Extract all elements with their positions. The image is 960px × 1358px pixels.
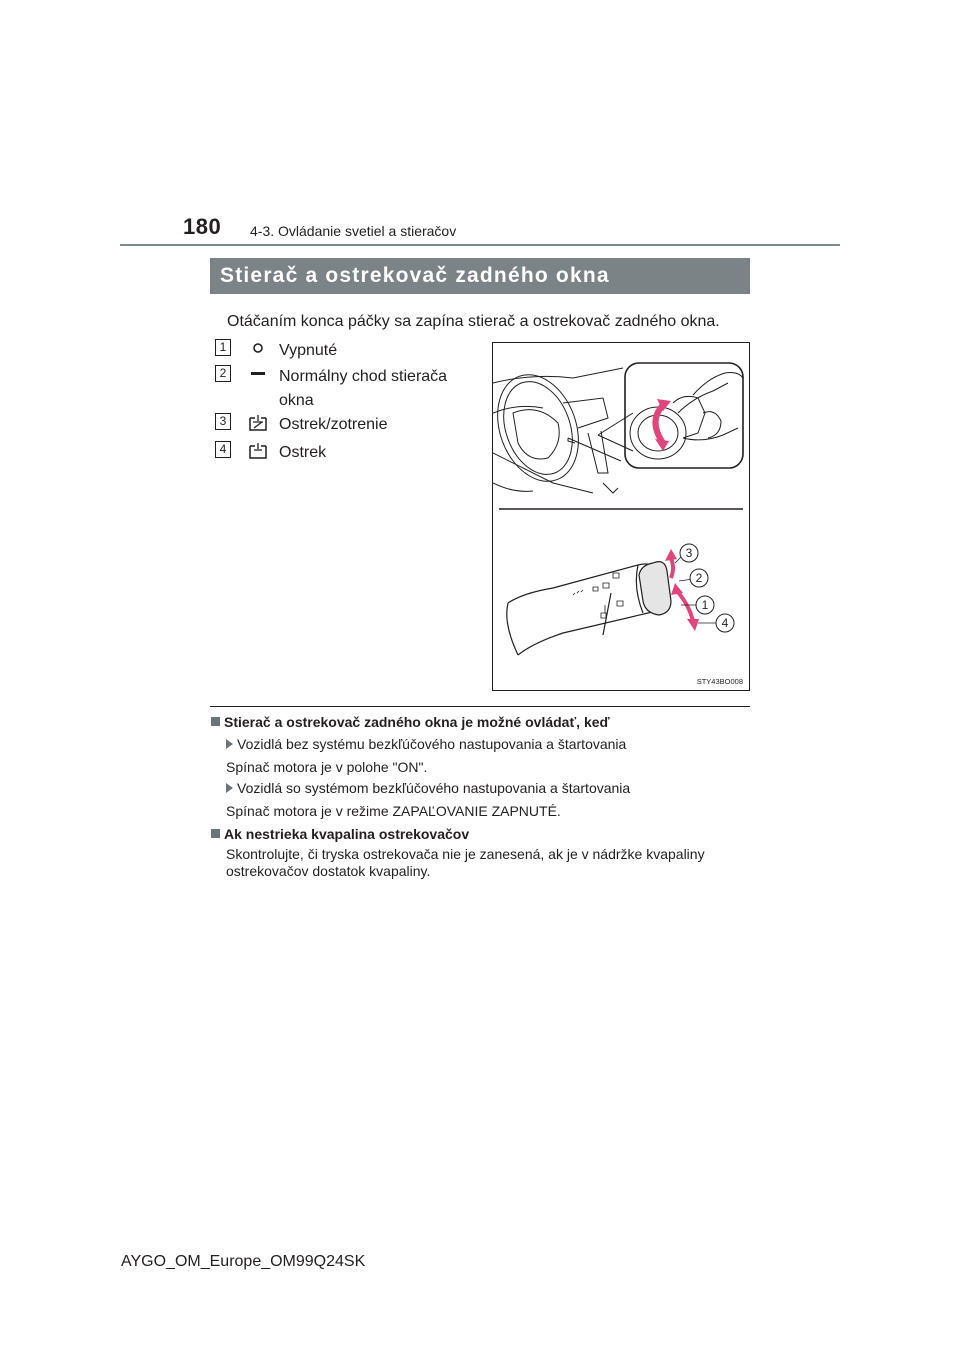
callout-3: 3: [685, 546, 693, 560]
off-circle-icon: [247, 339, 269, 359]
callout-1: 1: [701, 598, 709, 612]
note-subheading-text: Vozidlá so systémom bezkľúčového nastupovania a štartovania: [237, 780, 631, 796]
callout-4: 4: [721, 616, 729, 630]
item-label: Ostrek/zotrenie: [279, 416, 388, 433]
item-number: 1: [215, 339, 231, 356]
figure-code: STY43BO008: [696, 677, 743, 686]
note-text: Skontrolujte, či tryska ostrekovača nie je zanesená, ak je v nádržke kvapaliny: [226, 846, 705, 862]
page-number: 180: [183, 214, 222, 239]
illustration-figure: [492, 342, 750, 691]
note-text: ostrekovačov dostatok kvapaliny.: [226, 863, 431, 879]
note-subheading: [226, 780, 630, 796]
item-number: 4: [215, 441, 231, 458]
washer-icon: [247, 441, 269, 461]
wiper-lever-illustration: [493, 343, 749, 690]
item-number: 3: [215, 413, 231, 430]
note-heading-text: Ak nestrieka kvapalina ostrekovačov: [224, 826, 470, 842]
square-bullet-icon: [211, 717, 220, 726]
normal-wipe-icon: [247, 365, 269, 385]
footer-doc-id: AYGO_OM_Europe_OM99Q24SK: [121, 1253, 366, 1270]
note-text: Spínač motora je v režime ZAPAĽOVANIE ZAPNUTÉ.: [226, 803, 561, 819]
triangle-bullet-icon: [226, 783, 233, 793]
header-divider: [120, 244, 840, 246]
note-subheading-text: Vozidlá bez systému bezkľúčového nastupovania a štartovania: [237, 736, 627, 752]
item-label: Ostrek: [279, 444, 327, 461]
square-bullet-icon: [211, 829, 220, 838]
note-heading-text: Stierač a ostrekovač zadného okna je možné ovládať, keď: [224, 714, 610, 730]
item-number: 2: [215, 365, 231, 382]
washer-wipe-icon: [247, 413, 269, 433]
item-label: Normálny chod stierača okna: [279, 368, 448, 409]
section-title: 4-3. Ovládanie svetiel a stieračov: [250, 223, 457, 239]
callout-2: 2: [695, 571, 703, 585]
note-text: Spínač motora je v polohe "ON".: [226, 759, 428, 775]
item-label: Vypnuté: [279, 342, 338, 359]
triangle-bullet-icon: [226, 739, 233, 749]
page-title: Stierač a ostrekovač zadného okna: [220, 264, 610, 287]
note-heading: [211, 826, 469, 842]
intro-text: Otáčaním konca páčky sa zapína stierač a ostrekovač zadného okna.: [227, 313, 720, 330]
note-heading: [211, 714, 610, 730]
note-subheading: [226, 736, 626, 752]
title-bar: [210, 258, 750, 294]
notes-divider: [210, 706, 750, 707]
